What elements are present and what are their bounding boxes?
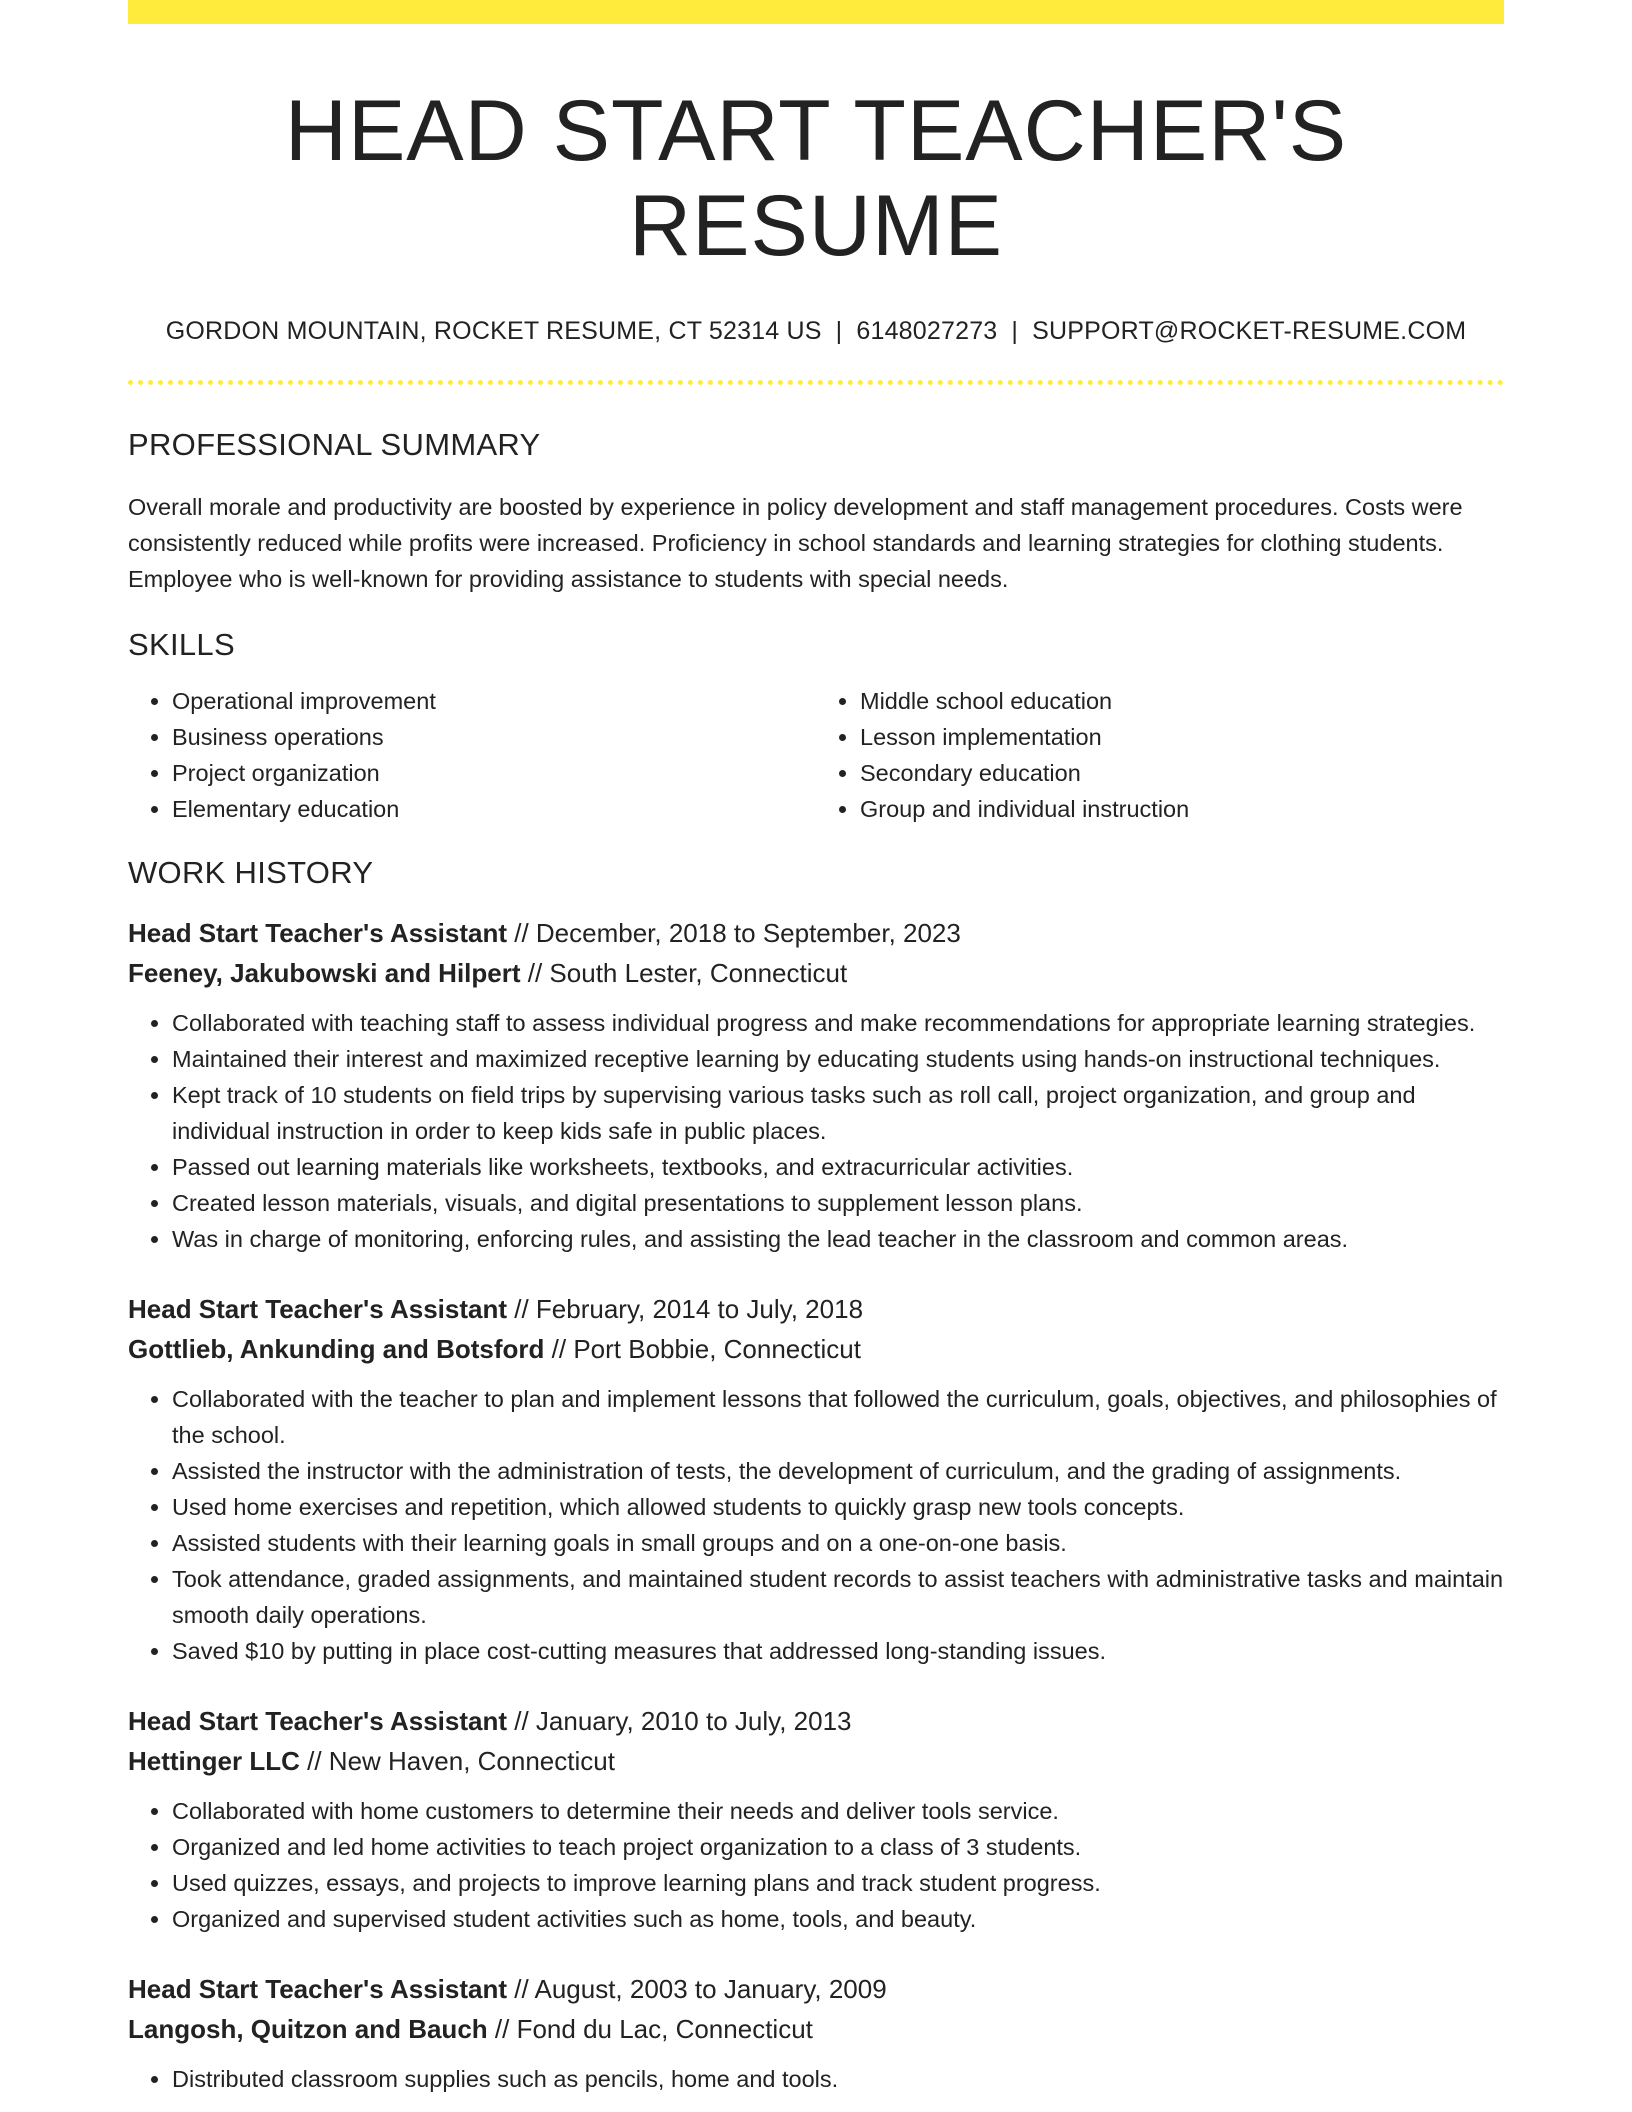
job-title-line — [128, 1701, 1504, 1741]
job-bullets — [128, 2061, 1504, 2097]
skills-list — [128, 683, 1504, 827]
contact-separator: | — [835, 317, 843, 346]
job-title: Head Start Teacher's Assistant — [128, 1974, 507, 2005]
skill-item: • Secondary education — [860, 755, 1504, 791]
skill-item: • Business operations — [172, 719, 816, 755]
job-bullet: • Assisted students with their learning goals in small groups and on a one-on-one basis. — [172, 1525, 1504, 1561]
job-bullet: • Collaborated with teaching staff to assess individual progress and make recommendations for appropriate learning strategies. — [172, 1005, 1504, 1041]
skill-item: • Lesson implementation — [860, 719, 1504, 755]
job-bullet: • Kept track of 10 students on field trips by supervising various tasks such as roll call, project organization, and group and individual instruction in order to keep kids safe in public places. — [172, 1077, 1504, 1149]
job-company-line — [128, 953, 1504, 993]
skill-item: • Middle school education — [860, 683, 1504, 719]
skill-item: • Elementary education — [172, 791, 816, 827]
job-title: Head Start Teacher's Assistant — [128, 918, 507, 949]
job-company-line — [128, 1329, 1504, 1369]
job-entry — [128, 1701, 1504, 1937]
accent-bar — [128, 0, 1504, 24]
job-company: Hettinger LLC — [128, 1746, 300, 1777]
job-bullet: • Assisted the instructor with the administration of tests, the development of curriculum, and the grading of assignments. — [172, 1453, 1504, 1489]
job-bullet: • Passed out learning materials like worksheets, textbooks, and extracurricular activities. — [172, 1149, 1504, 1185]
job-bullet: • Organized and led home activities to teach project organization to a class of 3 students. — [172, 1829, 1504, 1865]
job-entry — [128, 1969, 1504, 2097]
job-bullet: • Was in charge of monitoring, enforcing rules, and assisting the lead teacher in the classroom and common areas. — [172, 1221, 1504, 1257]
skill-item: • Operational improvement — [172, 683, 816, 719]
job-company: Langosh, Quitzon and Bauch — [128, 2014, 488, 2045]
job-company-line — [128, 2009, 1504, 2049]
job-title: Head Start Teacher's Assistant — [128, 1706, 507, 1737]
job-location: // Port Bobbie, Connecticut — [551, 1334, 861, 1365]
job-bullet: • Distributed classroom supplies such as pencils, home and tools. — [172, 2061, 1504, 2097]
job-company-line — [128, 1741, 1504, 1781]
job-dates: // August, 2003 to January, 2009 — [514, 1974, 887, 2005]
job-bullet: • Used home exercises and repetition, which allowed students to quickly grasp new tools concepts. — [172, 1489, 1504, 1525]
job-bullet: • Collaborated with home customers to determine their needs and deliver tools service. — [172, 1793, 1504, 1829]
job-dates: // February, 2014 to July, 2018 — [514, 1294, 864, 1325]
resume-title: HEAD START TEACHER'S RESUME — [284, 83, 1348, 274]
job-location: // New Haven, Connecticut — [307, 1746, 615, 1777]
job-bullet: • Maintained their interest and maximized receptive learning by educating students using hands-on instructional techniques. — [172, 1041, 1504, 1077]
skills-column-left — [128, 683, 816, 827]
summary-text: Overall morale and productivity are boosted by experience in policy development and staff management procedures. Costs were consistently reduced while profits were increased. Proficiency in school standards and learning strategies for clothing students. Employee who is well-known for providing assistance to students with special needs. — [128, 494, 1463, 593]
job-location: // Fond du Lac, Connecticut — [494, 2014, 813, 2045]
work-history-heading: WORK HISTORY — [128, 855, 374, 891]
job-bullet: • Created lesson materials, visuals, and digital presentations to supplement lesson plans. — [172, 1185, 1504, 1221]
job-bullet: • Used quizzes, essays, and projects to improve learning plans and track student progress. — [172, 1865, 1504, 1901]
skills-column-right — [816, 683, 1504, 827]
job-bullet: • Organized and supervised student activities such as home, tools, and beauty. — [172, 1901, 1504, 1937]
contact-line — [128, 317, 1504, 346]
job-entry — [128, 1289, 1504, 1669]
contact-separator: | — [1011, 317, 1019, 346]
job-company: Feeney, Jakubowski and Hilpert — [128, 958, 521, 989]
dotted-divider — [128, 380, 1504, 385]
job-title-line — [128, 1969, 1504, 2009]
job-dates: // December, 2018 to September, 2023 — [514, 918, 961, 949]
job-title-line — [128, 913, 1504, 953]
job-bullet: • Took attendance, graded assignments, and maintained student records to assist teachers with administrative tasks and maintain smooth daily operations. — [172, 1561, 1504, 1633]
job-dates: // January, 2010 to July, 2013 — [514, 1706, 852, 1737]
resume-page — [128, 0, 1504, 2097]
job-bullet: • Collaborated with the teacher to plan and implement lessons that followed the curriculum, goals, objectives, and philosophies of the school. — [172, 1381, 1504, 1453]
job-company: Gottlieb, Ankunding and Botsford — [128, 1334, 545, 1365]
contact-email: SUPPORT@ROCKET-RESUME.COM — [1032, 317, 1467, 346]
job-title: Head Start Teacher's Assistant — [128, 1294, 507, 1325]
job-bullet: • Saved $10 by putting in place cost-cutting measures that addressed long-standing issues. — [172, 1633, 1504, 1669]
skills-heading: SKILLS — [128, 627, 235, 663]
job-location: // South Lester, Connecticut — [527, 958, 848, 989]
skill-item: • Project organization — [172, 755, 816, 791]
job-title-line — [128, 1289, 1504, 1329]
job-entry — [128, 913, 1504, 1257]
job-bullets — [128, 1381, 1504, 1669]
job-bullets — [128, 1005, 1504, 1257]
contact-phone: 6148027273 — [856, 317, 998, 346]
summary-heading: PROFESSIONAL SUMMARY — [128, 427, 541, 463]
skill-item: • Group and individual instruction — [860, 791, 1504, 827]
contact-address: GORDON MOUNTAIN, ROCKET RESUME, CT 52314 US — [165, 317, 822, 346]
job-bullets — [128, 1793, 1504, 1937]
